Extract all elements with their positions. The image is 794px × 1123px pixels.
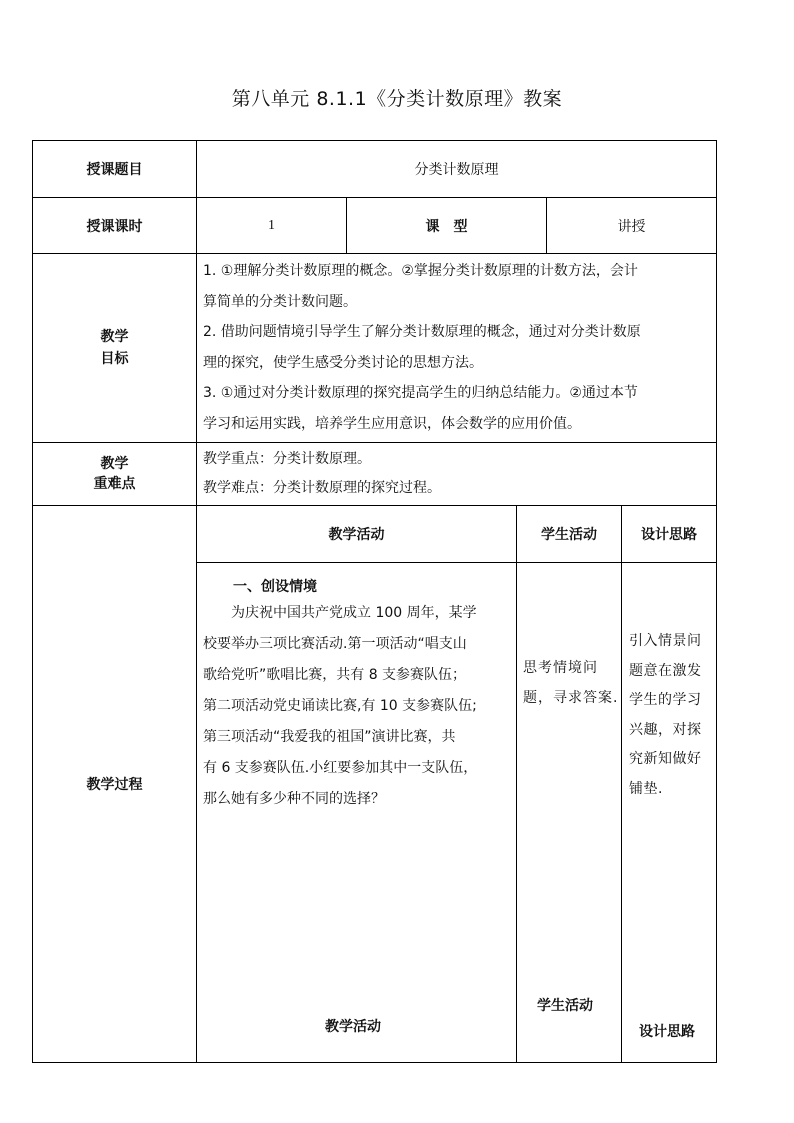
student-line: 思考情境问 <box>523 660 598 676</box>
topic-value: 分类计数原理 <box>414 162 499 178</box>
student-activity-text <box>523 653 621 713</box>
col-design-header: 设计思路 <box>641 527 697 543</box>
hours-label: 授课课时 <box>86 218 143 235</box>
teaching-line: 有 6 支参赛队伍.小红要参加其中一支队伍， <box>203 760 478 776</box>
goal-line: 理的探究，使学生感受分类讨论的思想方法。 <box>203 354 483 371</box>
section-title: 一、创设情境 <box>233 579 317 595</box>
keypoints-text <box>203 445 713 503</box>
col-teaching-header: 教学活动 <box>328 527 385 543</box>
design-line: 题意在激发 <box>629 662 702 679</box>
key-difficulty: 教学难点：分类计数原理的探究过程。 <box>203 480 441 496</box>
design-idea-text <box>629 627 717 804</box>
teaching-line: 第三项活动“我爱我的祖国”演讲比赛，共 <box>203 729 456 745</box>
process-label: 教学过程 <box>86 777 143 793</box>
design-line: 引入情景问 <box>629 633 702 649</box>
goal-line: 学习和运用实践，培养学生应用意识，体会数学的应用价值。 <box>203 415 581 432</box>
student-line: 题，寻求答案. <box>523 690 619 706</box>
teaching-line: 为庆祝中国共产党成立 100 周年，某学 <box>203 605 477 621</box>
goal-line: 2. 借助问题情境引导学生了解分类计数原理的概念，通过对分类计数原 <box>203 324 641 340</box>
key-focus: 教学重点：分类计数原理。 <box>203 451 371 467</box>
hours-value: 1 <box>268 217 275 233</box>
topic-label: 授课题目 <box>86 162 143 178</box>
keypoints-label <box>33 443 196 505</box>
page-title: 第八单元 8.1.1《分类计数原理》教案 <box>231 88 563 110</box>
goal-line: 算简单的分类计数问题。 <box>203 293 357 310</box>
goal-line: 3. ①通过对分类计数原理的探究提高学生的归纳总结能力。②通过本节 <box>203 385 638 401</box>
design-line: 学生的学习 <box>629 692 702 708</box>
goals-label-line2: 目标 <box>100 351 129 367</box>
goal-line: 1. ①理解分类计数原理的概念。②掌握分类计数原理的计数方法，会计 <box>203 263 638 279</box>
teaching-activity-text <box>203 598 515 815</box>
teaching-line: 歌给党听”歌唱比赛，共有 8 支参赛队伍； <box>203 667 467 683</box>
keypoints-label-line1: 教学 <box>100 456 129 472</box>
teaching-line: 那么她有多少种不同的选择？ <box>203 791 385 807</box>
goals-text <box>203 256 713 439</box>
goals-label <box>33 254 196 442</box>
class-type-label: 课 型 <box>425 218 468 235</box>
footer-design-header: 设计思路 <box>639 1024 695 1040</box>
design-line: 铺垫. <box>629 780 663 797</box>
class-type-value: 讲授 <box>617 218 646 235</box>
keypoints-label-line2: 重难点 <box>93 476 136 492</box>
teaching-line: 校要举办三项比赛活动.第一项活动“唱支山 <box>203 636 467 652</box>
footer-student-header: 学生活动 <box>537 998 593 1014</box>
goals-label-line1: 教学 <box>100 329 129 345</box>
teaching-line: 第二项活动党史诵读比赛,有 10 支参赛队伍; <box>203 698 477 714</box>
col-student-header: 学生活动 <box>541 527 597 543</box>
footer-teaching-header: 教学活动 <box>325 1019 381 1035</box>
design-line: 兴趣，对探 <box>629 721 702 738</box>
design-line: 究新知做好 <box>629 751 702 767</box>
